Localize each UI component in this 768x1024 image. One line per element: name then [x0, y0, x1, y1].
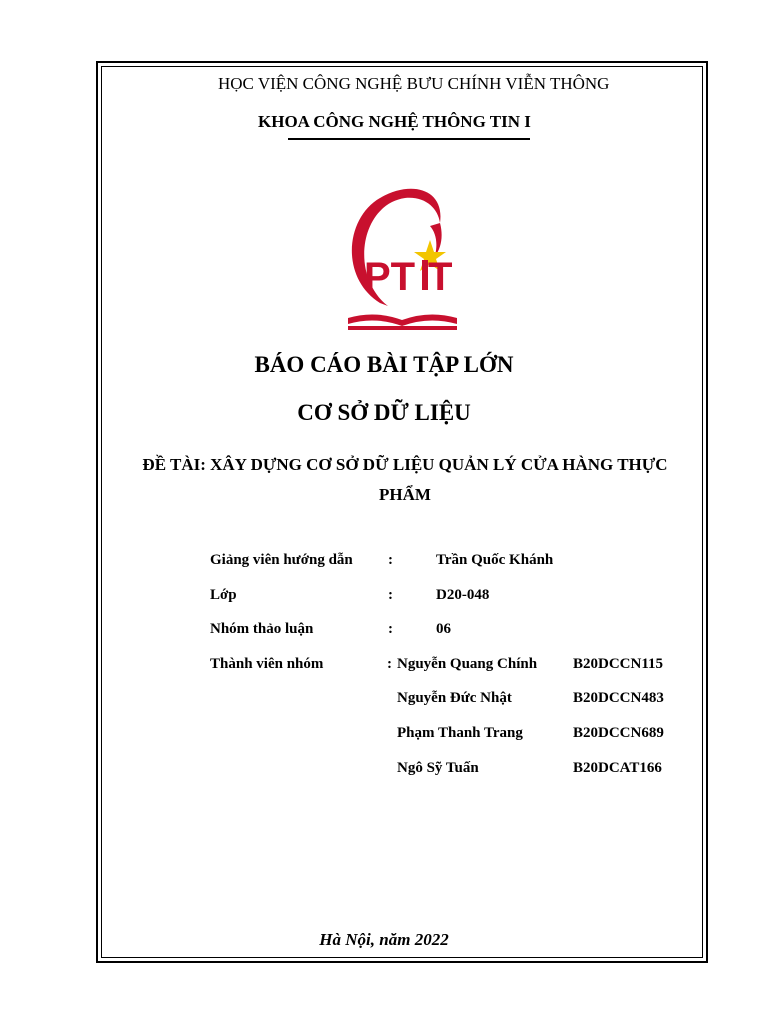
instructor-value: Trần Quốc Khánh	[436, 552, 554, 568]
members-colon: :	[387, 656, 392, 672]
instructor-colon: :	[388, 552, 393, 568]
faculty-name: KHOA CÔNG NGHỆ THÔNG TIN I	[258, 112, 531, 131]
members-label: Thành viên nhóm	[210, 656, 324, 672]
member-id: B20DCCN115	[573, 656, 664, 672]
group-label: Nhóm thảo luận	[210, 621, 314, 637]
member-name: Ngô Sỹ Tuấn	[397, 760, 479, 776]
class-label: Lớp	[210, 587, 237, 603]
ptit-logo	[340, 178, 465, 333]
member-name: Nguyễn Đức Nhật	[397, 690, 512, 706]
logo-book-base	[348, 326, 457, 330]
logo-book	[348, 314, 457, 326]
class-colon: :	[388, 587, 393, 603]
topic-title: ĐỀ TÀI: XÂY DỰNG CƠ SỞ DỮ LIỆU QUẢN LÝ CỬA HÀNG THỰC PHẨM	[142, 455, 668, 504]
member-id: B20DCCN483	[573, 690, 664, 706]
faculty-underline	[288, 138, 530, 140]
group-value: 06	[436, 621, 451, 637]
institute-name: HỌC VIỆN CÔNG NGHỆ BƯU CHÍNH VIỄN THÔNG	[218, 74, 610, 93]
logo-text-left: PT	[364, 255, 416, 299]
logo-text-right: T	[428, 255, 453, 299]
report-title: BÁO CÁO BÀI TẬP LỚN	[254, 352, 514, 377]
member-id: B20DCCN689	[573, 725, 664, 741]
place-date: Hà Nội, năm 2022	[319, 930, 449, 949]
class-value: D20-048	[436, 587, 490, 603]
member-id: B20DCAT166	[573, 760, 662, 776]
member-name: Nguyễn Quang Chính	[397, 656, 538, 672]
subject-title: CƠ SỞ DỮ LIỆU	[297, 400, 471, 425]
group-colon: :	[388, 621, 393, 637]
member-name: Phạm Thanh Trang	[397, 725, 523, 741]
instructor-label: Giảng viên hướng dẫn	[210, 552, 353, 568]
